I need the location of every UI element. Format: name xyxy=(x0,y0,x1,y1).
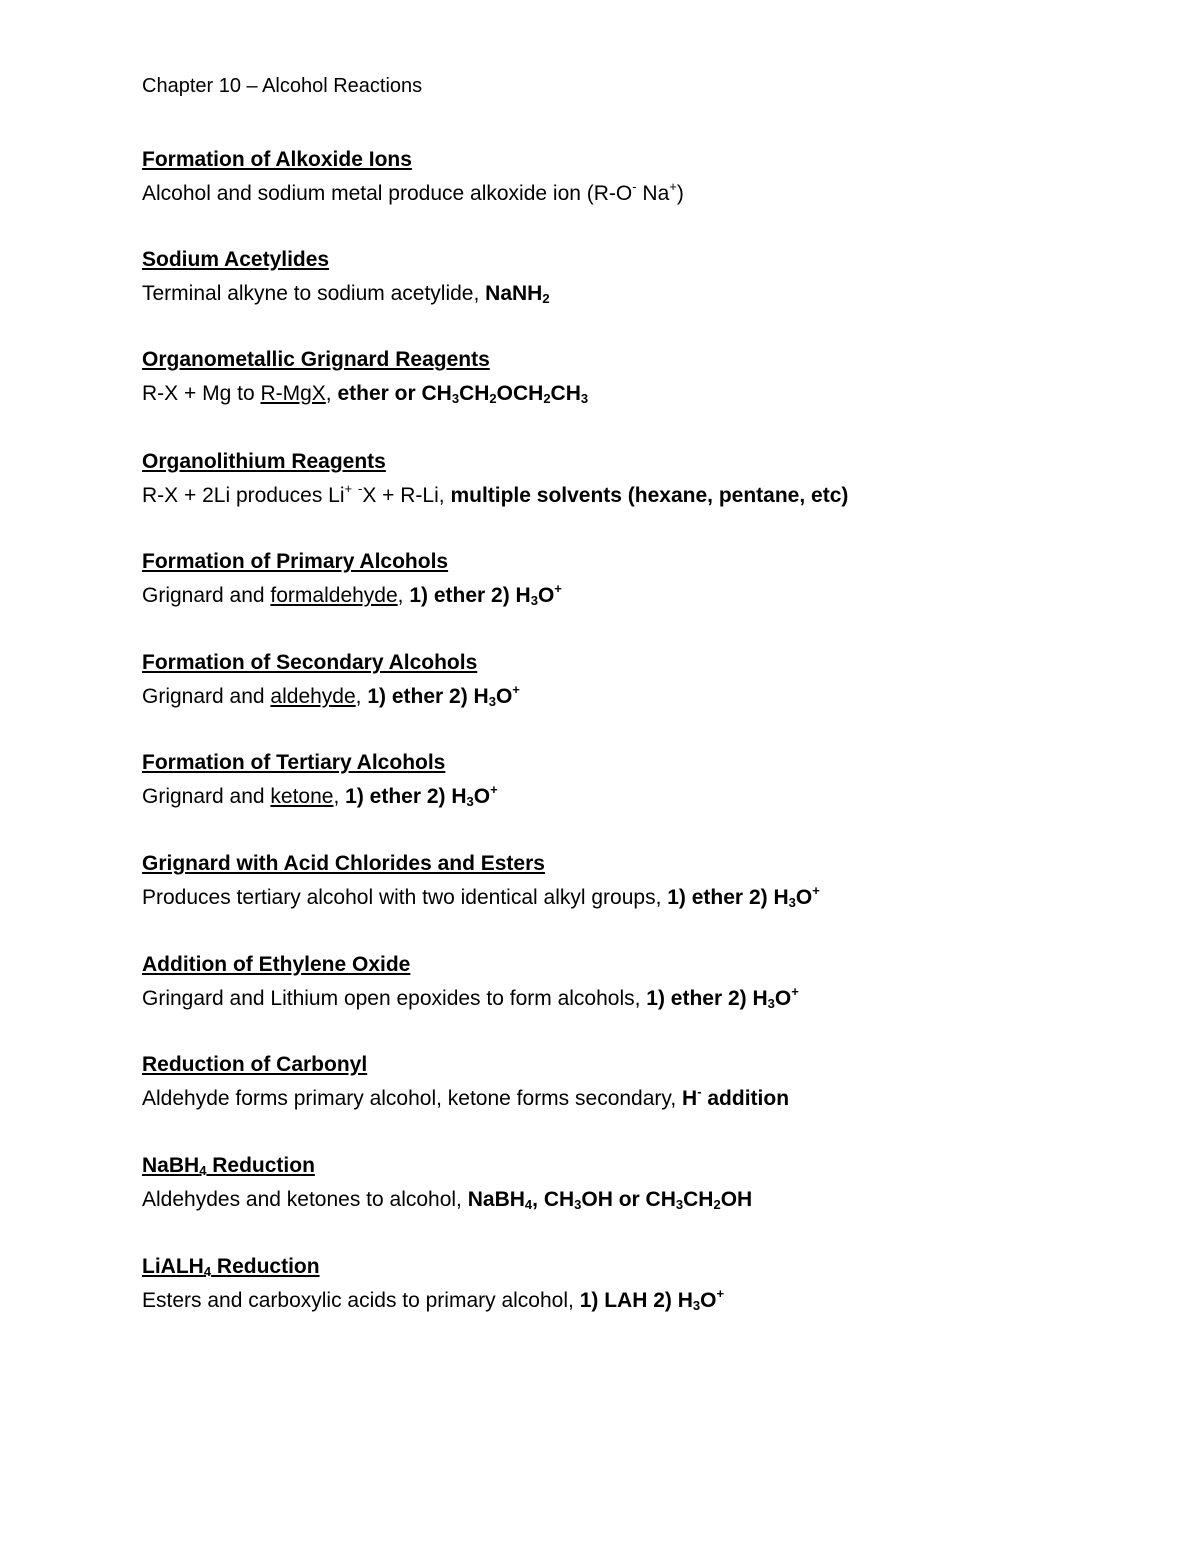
superscript: + xyxy=(512,682,520,697)
reagent-text: O xyxy=(795,886,813,909)
reagent-text: NaBH xyxy=(467,1188,525,1211)
section-lialh4-reduction xyxy=(142,1254,1142,1314)
subscript: 3 xyxy=(767,996,775,1011)
superscript: + xyxy=(554,581,562,596)
section-body xyxy=(142,583,1142,609)
superscript: + xyxy=(669,179,677,194)
superscript: + xyxy=(344,481,353,496)
reagent-text: 1) ether 2) H xyxy=(409,584,531,607)
section-heading: Formation of Tertiary Alcohols xyxy=(142,751,446,774)
section-body xyxy=(142,885,1142,911)
superscript: + xyxy=(490,782,498,797)
reagent-text: O xyxy=(537,584,555,607)
subscript: 3 xyxy=(574,1197,582,1212)
reagent-text: 1) ether 2) H xyxy=(667,886,789,909)
section-body xyxy=(142,1086,1142,1112)
body-text: X + R-Li, xyxy=(362,484,451,507)
heading-text: NaBH xyxy=(142,1154,200,1177)
body-text: , xyxy=(333,785,346,808)
reagent-text: OH or CH xyxy=(581,1188,676,1211)
heading-text: Reduction xyxy=(206,1154,315,1177)
reagent-text: 1) ether 2) H xyxy=(367,685,489,708)
subscript: 3 xyxy=(675,1197,684,1212)
body-text: Grignard and xyxy=(142,584,271,607)
superscript: + xyxy=(812,883,820,898)
body-text: Alcohol and sodium metal produce alkoxide ion (R-O xyxy=(142,182,633,205)
body-text: Grignard and xyxy=(142,785,271,808)
section-heading: Formation of Alkoxide Ions xyxy=(142,148,412,171)
reagent-text: OH xyxy=(720,1188,753,1211)
body-text: , xyxy=(397,584,410,607)
body-text: Terminal alkyne to sodium acetylide, xyxy=(142,282,486,305)
section-heading: Sodium Acetylides xyxy=(142,248,330,271)
subscript: 4 xyxy=(524,1197,533,1212)
reagent-text: H xyxy=(682,1087,698,1110)
superscript: - xyxy=(632,179,637,194)
reagent-text: O xyxy=(473,785,491,808)
superscript: + xyxy=(716,1286,725,1301)
reagent-text: O xyxy=(700,1289,717,1312)
reagent-text: OCH xyxy=(496,382,544,405)
subscript: 3 xyxy=(788,895,796,910)
reagent-text: addition xyxy=(701,1087,790,1110)
section-body xyxy=(142,1187,1142,1213)
body-text: Aldehyde forms primary alcohol, ketone forms secondary, xyxy=(142,1087,683,1110)
section-heading: Addition of Ethylene Oxide xyxy=(142,953,411,976)
section-heading: Formation of Primary Alcohols xyxy=(142,550,449,573)
reagent-text: CH xyxy=(459,382,490,405)
section-nabh4-reduction xyxy=(142,1153,1142,1213)
subscript: 4 xyxy=(199,1163,207,1178)
underlined-text: ketone xyxy=(270,785,334,808)
subscript: 2 xyxy=(713,1197,721,1212)
body-text: Aldehydes and ketones to alcohol, xyxy=(142,1188,468,1211)
section-organolithium-reagents xyxy=(142,449,1142,509)
body-text: Na xyxy=(636,182,670,205)
subscript: 3 xyxy=(451,391,460,406)
subscript: 3 xyxy=(530,593,538,608)
subscript: 2 xyxy=(489,391,497,406)
body-text: , xyxy=(355,685,368,708)
section-body xyxy=(142,1288,1142,1314)
reagent-text: O xyxy=(774,987,792,1010)
heading-text: LiALH xyxy=(142,1255,204,1278)
section-heading xyxy=(142,1254,1142,1280)
body-text: ) xyxy=(676,182,684,205)
section-primary-alcohols xyxy=(142,549,1142,609)
section-heading: Organometallic Grignard Reagents xyxy=(142,348,490,371)
subscript: 3 xyxy=(692,1298,701,1313)
section-tertiary-alcohols xyxy=(142,750,1142,810)
reagent-text: 1) LAH 2) H xyxy=(579,1289,693,1312)
underlined-text: aldehyde xyxy=(270,685,356,708)
section-body xyxy=(142,784,1142,810)
section-body xyxy=(142,986,1142,1012)
body-text: Produces tertiary alcohol with two identical alkyl groups, xyxy=(142,886,668,909)
reagent-text: NaNH xyxy=(485,282,543,305)
body-text: Grignard and xyxy=(142,685,271,708)
section-alkoxide-ions xyxy=(142,147,1142,207)
heading-text: Reduction xyxy=(211,1255,320,1278)
underlined-text: formaldehyde xyxy=(270,584,398,607)
section-body xyxy=(142,181,1142,207)
reagent-text: CH xyxy=(683,1188,714,1211)
section-acid-chlorides-esters xyxy=(142,851,1142,911)
subscript: 3 xyxy=(466,794,474,809)
subscript: 2 xyxy=(543,391,551,406)
section-carbonyl-reduction xyxy=(142,1052,1142,1112)
reagent-text: , CH xyxy=(532,1188,575,1211)
reagent-text: CH xyxy=(550,382,581,405)
section-heading xyxy=(142,1153,1142,1179)
section-body xyxy=(142,381,1142,407)
body-text: Esters and carboxylic acids to primary alcohol, xyxy=(142,1289,580,1312)
section-body xyxy=(142,281,1142,307)
subscript: 3 xyxy=(488,694,496,709)
subscript: 4 xyxy=(203,1264,212,1279)
section-sodium-acetylides xyxy=(142,247,1142,307)
section-ethylene-oxide xyxy=(142,952,1142,1012)
reagent-text: multiple solvents (hexane, pentane, etc) xyxy=(450,484,849,507)
body-text: R-X + 2Li produces Li xyxy=(142,484,345,507)
reagent-text: O xyxy=(495,685,513,708)
body-text: , xyxy=(325,382,338,405)
section-grignard-reagents xyxy=(142,347,1142,407)
section-heading: Reduction of Carbonyl xyxy=(142,1053,368,1076)
section-body xyxy=(142,483,1142,509)
section-heading: Organolithium Reagents xyxy=(142,450,386,473)
page-title: Chapter 10 – Alcohol Reactions xyxy=(142,75,423,97)
reagent-text: ether or CH xyxy=(337,382,452,405)
superscript: - xyxy=(697,1084,702,1099)
reagent-text: 1) ether 2) H xyxy=(345,785,467,808)
underlined-text: R-MgX xyxy=(260,382,326,405)
section-heading: Grignard with Acid Chlorides and Esters xyxy=(142,852,545,875)
section-secondary-alcohols xyxy=(142,650,1142,710)
subscript: 3 xyxy=(580,391,589,406)
subscript: 2 xyxy=(542,291,550,306)
section-body xyxy=(142,684,1142,710)
body-text: Gringard and Lithium open epoxides to form alcohols, xyxy=(142,987,647,1010)
body-text: R-X + Mg to xyxy=(142,382,261,405)
section-heading: Formation of Secondary Alcohols xyxy=(142,651,478,674)
reagent-text: 1) ether 2) H xyxy=(646,987,768,1010)
superscript: - xyxy=(357,481,363,496)
superscript: + xyxy=(791,984,799,999)
